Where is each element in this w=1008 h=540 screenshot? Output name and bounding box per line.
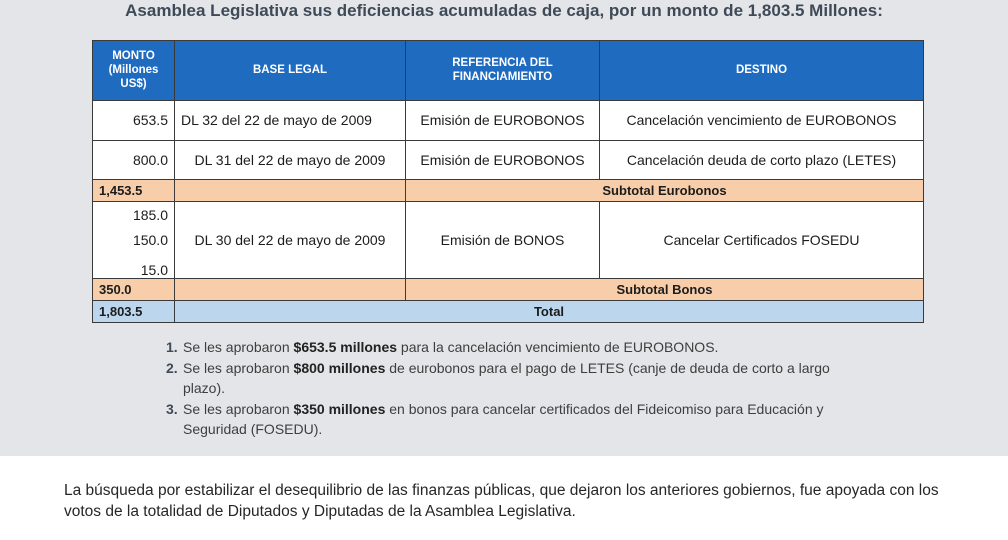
- empty-cell: [175, 278, 406, 300]
- financing-table: [92, 40, 924, 323]
- cell-base-legal: DL 32 del 22 de mayo de 2009: [175, 100, 406, 140]
- total-amount: 1,803.5: [93, 300, 175, 322]
- subtotal-eurobonos-amount: 1,453.5: [93, 180, 175, 202]
- header-monto: MONTO (Millones US$): [93, 41, 175, 101]
- subtotal-eurobonos-label: Subtotal Eurobonos: [406, 180, 924, 202]
- note-text: Se les aprobaron: [183, 359, 294, 376]
- note-text: de eurobonos para el pago de LETES (canje de deuda de corto a largo plazo).: [183, 359, 830, 396]
- total-row: [93, 300, 924, 322]
- note-text: Se les aprobaron: [183, 400, 294, 417]
- note-number: 2.: [166, 359, 178, 376]
- subtotal-bonos-label: Subtotal Bonos: [406, 278, 924, 300]
- cell-base-legal: DL 31 del 22 de mayo de 2009: [175, 140, 406, 180]
- cell-monto: 800.0: [93, 140, 175, 180]
- header-referencia: REFERENCIA DEL FINANCIAMIENTO: [406, 41, 600, 101]
- cell-base-legal: DL 30 del 22 de mayo de 2009: [175, 202, 406, 279]
- note-number: 3.: [166, 400, 178, 417]
- note-text: en bonos para cancelar certificados del Fideicomiso para Educación y Seguridad (FOSEDU).: [183, 400, 824, 437]
- notes-list: [166, 337, 866, 440]
- header-destino: DESTINO: [600, 41, 924, 101]
- note-text: para la cancelación vencimiento de EUROBONOS.: [397, 339, 719, 355]
- note-item: [166, 337, 866, 358]
- cell-monto: 150.0: [93, 228, 175, 253]
- table-row: [93, 202, 924, 228]
- cell-referencia: Emisión de EUROBONOS: [406, 100, 600, 140]
- cell-destino: Cancelación deuda de corto plazo (LETES): [600, 140, 924, 180]
- note-amount: $800 millones: [293, 359, 386, 376]
- note-item: [166, 399, 866, 440]
- table-row: [93, 100, 924, 140]
- subtotal-bonos-amount: 350.0: [93, 278, 175, 300]
- table-row: [93, 140, 924, 180]
- note-item: [166, 358, 866, 399]
- note-amount: $350 millones: [293, 400, 386, 417]
- cell-monto: 653.5: [93, 100, 175, 140]
- cell-referencia: Emisión de EUROBONOS: [406, 140, 600, 180]
- note-amount: $653.5 millones: [293, 339, 398, 355]
- total-label: Total: [175, 300, 924, 322]
- cell-destino: Cancelar Certificados FOSEDU: [600, 202, 924, 279]
- cell-monto: 185.0: [93, 202, 175, 228]
- header-base-legal: BASE LEGAL: [175, 41, 406, 101]
- cell-monto: 15.0: [93, 253, 175, 279]
- note-text: Se les aprobaron: [183, 339, 294, 355]
- cell-referencia: Emisión de BONOS: [406, 202, 600, 279]
- table-header-row: [93, 41, 924, 101]
- cell-destino: Cancelación vencimiento de EUROBONOS: [600, 100, 924, 140]
- body-paragraph: La búsqueda por estabilizar el desequilibrio de las finanzas públicas, que dejaron los anteriores gobiernos, fue apoyada con los votos de la totalidad de Diputados y Diputadas de la Asamblea Legislativa.: [64, 482, 939, 520]
- page-heading: Asamblea Legislativa sus deficiencias acumuladas de caja, por un monto de 1,803.5 Millones:: [125, 1, 883, 20]
- subtotal-eurobonos-row: [93, 180, 924, 202]
- subtotal-bonos-row: [93, 278, 924, 300]
- note-number: 1.: [166, 339, 178, 355]
- empty-cell: [175, 180, 406, 202]
